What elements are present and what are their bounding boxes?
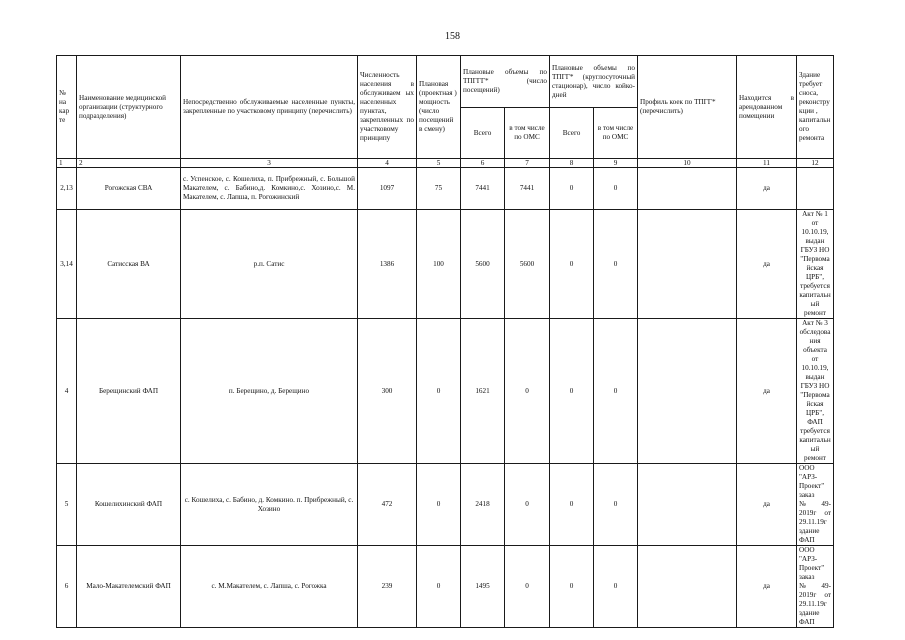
organization-name: Рогожская СВА [77,168,181,210]
building-note: ООО "АРЗ-Проект" заказ №49-2019г от 29.11.19г здание ФАП [797,546,834,628]
capacity: 0 [417,464,461,546]
beds-oms: 0 [594,319,638,464]
building-note: ООО "АРЗ-Проект" заказ №49-2019г от 29.11.19г здание ФАП [797,464,834,546]
visits-oms: 5600 [505,210,550,319]
capacity: 0 [417,546,461,628]
table-row [57,546,834,628]
population: 300 [358,319,417,464]
visits-total: 1621 [461,319,505,464]
capacity: 100 [417,210,461,319]
row-number: 5 [57,464,77,546]
rented: да [737,319,797,464]
col-number: 12 [797,159,834,168]
header-beds-oms: в том числе по ОМС [594,108,638,159]
building-note: Акт № 3 обследования объекта от 10.10.19, выдан ГБУЗ НО "Первомайская ЦРБ", ФАП требуется капитальный ремонт [797,319,834,464]
bed-profile [638,546,737,628]
population: 239 [358,546,417,628]
header-beds: Плановые объемы по ТПГГ* (круглосуточный стационар), число койко-дней [550,56,638,108]
table-row [57,210,834,319]
population: 1097 [358,168,417,210]
visits-total: 1495 [461,546,505,628]
beds-total: 0 [550,168,594,210]
beds-total: 0 [550,210,594,319]
col-number: 11 [737,159,797,168]
col-number: 9 [594,159,638,168]
visits-oms: 7441 [505,168,550,210]
settlements: р.п. Сатис [181,210,358,319]
beds-oms: 0 [594,168,638,210]
col-number: 8 [550,159,594,168]
header-organization: Наименование медицинской организации (структурного подразделения) [77,56,181,159]
visits-total: 5600 [461,210,505,319]
page-number: 158 [445,31,460,42]
bed-profile [638,464,737,546]
col-number: 1 [57,159,77,168]
bed-profile [638,319,737,464]
organization-name: Мало-Макателемский ФАП [77,546,181,628]
row-number: 4 [57,319,77,464]
building-note [797,168,834,210]
col-number: 10 [638,159,737,168]
organization-name: Кошелихинский ФАП [77,464,181,546]
beds-total: 0 [550,546,594,628]
population: 472 [358,464,417,546]
header-beds-total: Всего [550,108,594,159]
capacity: 75 [417,168,461,210]
beds-total: 0 [550,464,594,546]
column-numbers-row [57,159,834,168]
rented: да [737,168,797,210]
visits-oms: 0 [505,319,550,464]
capacity: 0 [417,319,461,464]
col-number: 5 [417,159,461,168]
table-row [57,168,834,210]
beds-oms: 0 [594,546,638,628]
row-number: 2,13 [57,168,77,210]
visits-oms: 0 [505,464,550,546]
col-number: 2 [77,159,181,168]
rented: да [737,210,797,319]
header-visits-oms: в том числе по ОМС [505,108,550,159]
header-capacity: Плановая (проектная ) мощность (число посещений в смену) [417,56,461,159]
visits-total: 2418 [461,464,505,546]
header-number: № на кар те [57,56,77,159]
header-rented: Находится в арендованном помещении [737,56,797,159]
table-row [57,319,834,464]
row-number: 6 [57,546,77,628]
header-settlements: Непосредственно обслуживаемые населенные пункты, закрепленные по участковому принципу (перечислить) [181,56,358,159]
bed-profile [638,210,737,319]
building-note: Акт № 1 от 10.10.19, выдан ГБУЗ НО "Первомайская ЦРБ", требуется капитальный ремонт [797,210,834,319]
visits-oms: 0 [505,546,550,628]
header-bed-profile: Профиль коек по ТПГГ* (перечислить) [638,56,737,159]
population: 1386 [358,210,417,319]
header-building: Здание требует сноса, реконструкции , капитального ремонта [797,56,834,159]
beds-oms: 0 [594,210,638,319]
header-visits: Плановые объемы по ТПГГГ* (число посещений) [461,56,550,108]
beds-oms: 0 [594,464,638,546]
settlements: с. Кошелиха, с. Бабино, д. Комкино. п. Прибрежный, с. Хозино [181,464,358,546]
facilities-table [56,55,834,628]
row-number: 3,14 [57,210,77,319]
col-number: 6 [461,159,505,168]
header-visits-total: Всего [461,108,505,159]
header-row-1 [57,56,834,108]
bed-profile [638,168,737,210]
header-population: Численность населения в обслуживаем ых населенных пунктах, закрепленных по участковому принципу [358,56,417,159]
organization-name: Берещинский ФАП [77,319,181,464]
settlements: с. М.Макателем, с. Лапша, с. Рогожка [181,546,358,628]
table-row [57,464,834,546]
rented: да [737,464,797,546]
settlements: п. Берещино, д. Берещино [181,319,358,464]
col-number: 4 [358,159,417,168]
visits-total: 7441 [461,168,505,210]
organization-name: Сатисская ВА [77,210,181,319]
col-number: 3 [181,159,358,168]
col-number: 7 [505,159,550,168]
settlements: с. Успенское, с. Кошелиха, п. Прибрежный, с. Большой Макателем, с. Бабино,д. Комкино,с. Хозино,с. М. Макателем, с. Лапша, п. Рогожинский [181,168,358,210]
beds-total: 0 [550,319,594,464]
rented: да [737,546,797,628]
